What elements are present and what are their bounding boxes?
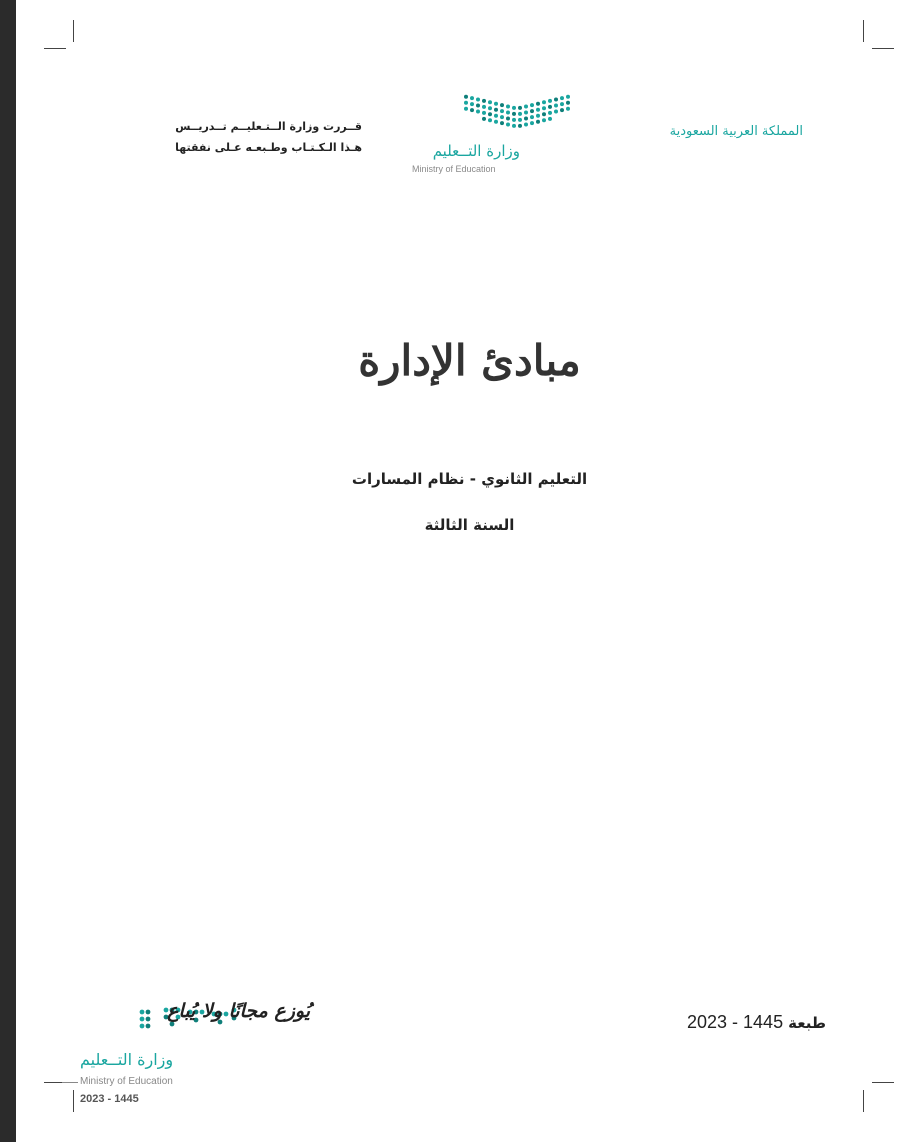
footer-logo-rule bbox=[62, 1082, 78, 1083]
crop-mark-bottom-right-horizontal bbox=[872, 1082, 894, 1083]
crop-mark-bottom-left-vertical bbox=[73, 1090, 74, 1112]
ministry-logo bbox=[396, 92, 576, 182]
approval-line-1: قــررت وزارة الــتـعليــم تــدريــس bbox=[175, 120, 362, 133]
crop-mark-top-left-horizontal bbox=[44, 48, 66, 49]
crop-mark-top-right-vertical bbox=[863, 20, 864, 42]
ministry-emblem-icon bbox=[462, 92, 574, 132]
ministry-logo-arabic: وزارة التــعليم bbox=[432, 142, 520, 160]
book-cover-page bbox=[16, 0, 923, 1142]
viewer-edge bbox=[0, 0, 16, 1142]
crop-mark-top-left-vertical bbox=[73, 20, 74, 42]
book-title: مبادئ الإدارة bbox=[358, 336, 581, 385]
free-distribution-mark bbox=[124, 996, 314, 1036]
footer-ministry-logo-english: Ministry of Education bbox=[80, 1076, 173, 1087]
year-level: السنة الثالثة bbox=[424, 516, 515, 534]
edition-years: 1445 - 2023 bbox=[686, 1012, 784, 1032]
kingdom-name: المملكة العربية السعودية bbox=[669, 124, 803, 139]
approval-line-2: هـذا الـكـتـاب وطـبعـه عـلى نفقتها bbox=[175, 141, 362, 154]
book-subtitle: التعليم الثانوي - نظام المسارات bbox=[351, 470, 588, 488]
footer-ministry-logo-arabic: وزارة التــعليم bbox=[80, 1050, 174, 1069]
free-distribution-text: يُوزع مجانًا ولا يُباع bbox=[167, 1000, 310, 1022]
edition-info bbox=[646, 1012, 826, 1033]
footer-logo-year: 2023 - 1445 bbox=[80, 1093, 139, 1105]
approval-statement bbox=[156, 116, 362, 158]
edition-label: طبعة bbox=[788, 1014, 826, 1032]
crop-mark-bottom-right-vertical bbox=[863, 1090, 864, 1112]
crop-mark-top-right-horizontal bbox=[872, 48, 894, 49]
ministry-logo-english: Ministry of Education bbox=[412, 164, 496, 174]
